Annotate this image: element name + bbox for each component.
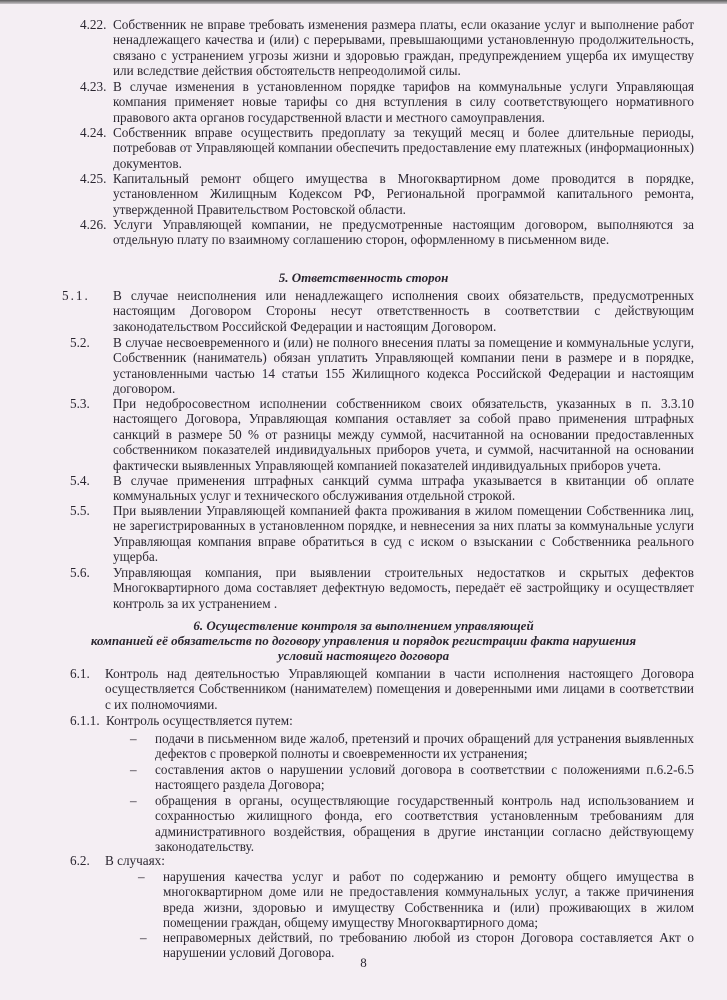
section-6-heading-line-3: условий настоящего договора	[277, 648, 450, 663]
clause-text: Контроль над деятельностью Управляющей компании в части исполнения настоящего Договора осуществляется Собственником (нанимателем) помещения и доверенными ими лицами в соответствии с их полномочиями.	[105, 666, 694, 712]
clause-text: Собственник не вправе требовать изменения размера платы, если оказание услуг и выполнение работ ненадлежащего качества и (или) с перерывами, превышающими установленную продолжительность, связано с устранением угрозы жизни и здоровью граждан, предупреждением ущерба их имуществу или вследствие действия обстоятельств непреодолимой силы.	[113, 17, 694, 79]
dash-bullet: –	[140, 930, 147, 945]
dash-bullet: –	[138, 869, 145, 884]
scan-top-edge	[0, 0, 727, 4]
clause-text: В случае изменения в установленном порядке тарифов на коммунальные услуги Управляющая компания применяет новые тарифы со дня вступления в силу соответствующего нормативного правового акта органов государственной власти и местного самоуправления.	[113, 79, 694, 125]
clause-number: 6.2.	[70, 853, 90, 868]
bullet-text: составления актов о нарушении условий договора в соответствии с положениями п.6.2-6.5 настоящего раздела Договора;	[155, 762, 694, 793]
clause-number: 5.5.	[70, 503, 90, 518]
bullet-text: неправомерных действий, по требованию любой из сторон Договора составляется Акт о нарушении условий Договора.	[163, 930, 694, 961]
clause-text: В случае несвоевременного и (или) не полного внесения платы за помещение и коммунальные услуги, Собственник (наниматель) обязан уплатить Управляющей компании пени в размере и в порядке, установленными частью 14 статьи 155 Жилищного кодекса Российской Федерации и настоящим договором.	[113, 335, 694, 397]
clause-text: В случаях:	[105, 853, 165, 868]
clause-number: 6.1.	[70, 666, 90, 681]
clause-text: При недобросовестном исполнении собственником своих обязательств, указанных в п. 3.3.10 настоящего Договора, Управляющая компания оставляет за собой право применения штрафных санкций в размере 50 % от разницы между суммой, насчитанной на основании предоставленных собственником показателей индивидуальных приборов учета, и суммой, насчитанной на основании фактически выявленных Управляющей компанией показателей индивидуальных приборов учета.	[113, 396, 694, 473]
clause-number: 6.1.1.	[70, 713, 100, 728]
clause-number: 4.22.	[80, 17, 107, 32]
dash-bullet: –	[130, 762, 137, 777]
section-6-heading-line-2: компанией её обязательств по договору управления и порядок регистрации факта нарушения	[90, 633, 637, 648]
dash-bullet: –	[130, 731, 137, 746]
clause-number: 4.25.	[80, 171, 107, 186]
clause-text: При выявлении Управляющей компанией факта проживания в жилом помещении Собственника лиц, не зарегистрированных в установленном порядке, и невнесения за них платы за коммунальные услуги Управляющая компания вправе обратиться в суд с иском о взыскании с Собственника реального ущерба.	[113, 503, 694, 565]
bullet-text: нарушения качества услуг и работ по содержанию и ремонту общего имущества в многоквартирном доме или не предоставления коммунальных услуг, а также причинения вреда жизни, здоровью и имуществу Собственника и (или) проживающих в жилом помещении граждан, общему имуществу Многоквартирного дома;	[163, 869, 694, 931]
clause-text: Услуги Управляющей компании, не предусмотренные настоящим договором, выполняются за отдельную плату по взаимному соглашению сторон, оформленному в письменном виде.	[113, 217, 694, 248]
bullet-text: обращения в органы, осуществляющие государственный контроль над использованием и сохранностью жилищного фонда, его соответствия установленным требованиям для административного воздействия, обращения в другие инстанции согласно действующему законодательству.	[155, 793, 694, 855]
section-5-heading: 5. Ответственность сторон	[278, 270, 449, 285]
clause-number: 4.23.	[80, 79, 107, 94]
page-number: 8	[360, 955, 367, 970]
section-6-heading-line-1: 6. Осуществление контроля за выполнением управляющей	[193, 618, 534, 633]
clause-text: Капитальный ремонт общего имущества в Многоквартирном доме проводится в порядке, установленном Жилищным Кодексом РФ, Региональной программой капитального ремонта, утвержденной Правительством Ростовской области.	[113, 171, 694, 217]
clause-number: 5.6.	[70, 565, 90, 580]
clause-number: 5.4.	[70, 473, 90, 488]
clause-number: 5.2.	[70, 335, 90, 350]
clause-text: Контроль осуществляется путем:	[106, 713, 293, 728]
clause-number: 5.3.	[70, 396, 90, 411]
clause-number: 4.26.	[80, 217, 107, 232]
bullet-text: подачи в письменном виде жалоб, претензий и прочих обращений для устранения выявленных дефектов с проверкой полноты и своевременности их устранения;	[155, 731, 694, 762]
clause-text: Управляющая компания, при выявлении строительных недостатков и скрытых дефектов Многоквартирного дома составляет дефектную ведомость, передаёт её застройщику и осуществляет контроль за их устранением .	[113, 565, 694, 611]
clause-text: В случае применения штрафных санкций сумма штрафа указывается в квитанции об оплате коммунальных услуг и технического обслуживания отдельной строкой.	[113, 473, 694, 504]
dash-bullet: –	[130, 793, 137, 808]
clause-number: 5.1.	[62, 288, 90, 303]
clause-number: 4.24.	[80, 125, 107, 140]
clause-text: Собственник вправе осуществить предоплату за текущий месяц и более длительные периоды, потребовав от Управляющей компании обеспечить предоставление ему платежных (информационных) документов.	[113, 125, 694, 171]
clause-text: В случае неисполнения или ненадлежащего исполнения своих обязательств, предусмотренных настоящим Договором Стороны несут ответственность в соответствии с действующим законодательством Российской Федерации и настоящим Договором.	[113, 288, 694, 334]
